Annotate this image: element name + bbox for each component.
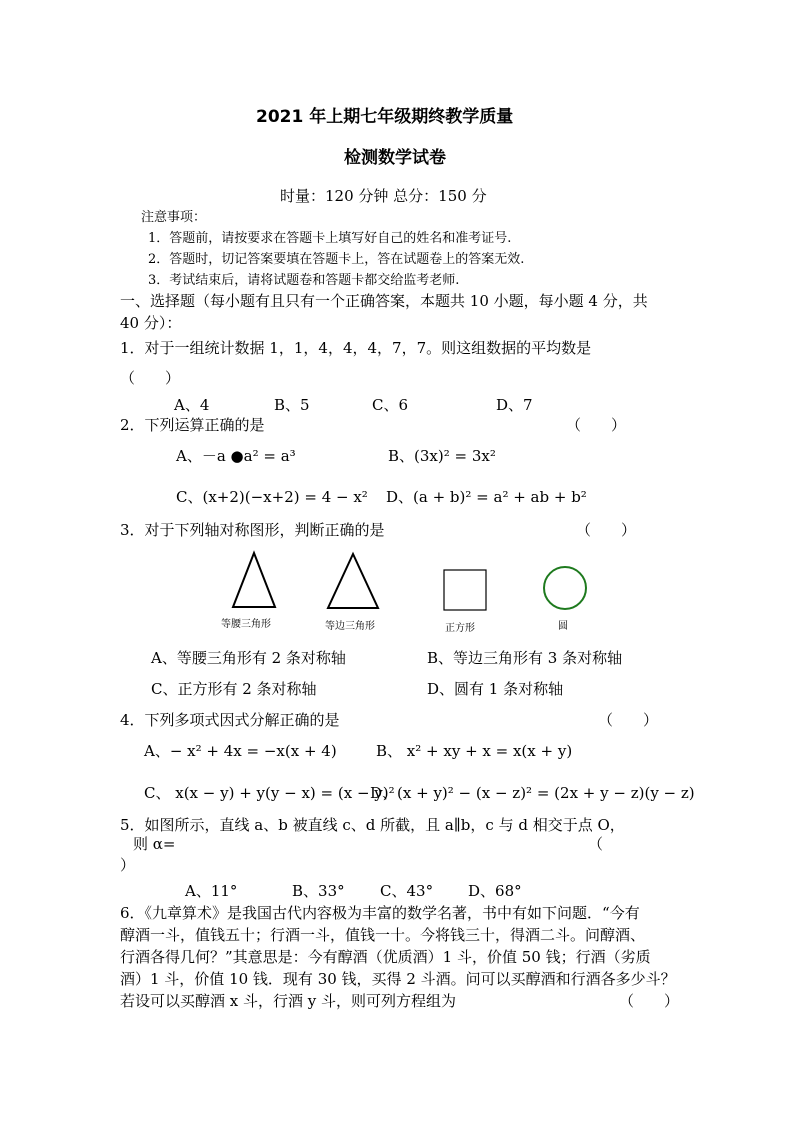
label-equilateral-triangle: 等边三角形 <box>325 621 375 632</box>
circle-shape <box>544 567 586 609</box>
q2-option-b: B、(3x)² = 3x² <box>388 447 496 465</box>
q4-option-c: C、 x(x − y) + y(y − x) = (x − y)² <box>144 784 395 802</box>
q6-answer-paren: （ ） <box>619 992 680 1010</box>
label-circle: 圆 <box>558 621 568 632</box>
q6-line-3: 行酒各得几何？”其意思是：今有醇酒（优质酒）1 斗，价值 50 钱；行酒（劣质 <box>120 948 651 966</box>
q1-stem: 1．对于一组统计数据 1，1，4，4，4，7，7。则这组数据的平均数是 <box>120 339 592 357</box>
q2-option-d: D、(a + b)² = a² + ab + b² <box>386 488 587 506</box>
q3-option-b: B、等边三角形有 3 条对称轴 <box>427 649 623 667</box>
q5-stem: 5．如图所示，直线 a、b 被直线 c、d 所截，且 a∥b，c 与 d 相交于点 O， <box>120 816 625 834</box>
q6-line-1: 6．《九章算术》是我国古代内容极为丰富的数学名著，书中有如下问题．“今有 <box>120 904 640 922</box>
q5-answer-paren-close: ） <box>120 856 136 874</box>
q1-option-d: D、7 <box>496 396 533 414</box>
equilateral-triangle-shape <box>328 554 378 608</box>
notes-heading: 注意事项： <box>141 210 207 225</box>
q2-stem: 2．下列运算正确的是 <box>120 416 265 434</box>
q6-line-5: 若设可以买醇酒 x 斗，行酒 y 斗，则可列方程组为 <box>120 992 457 1010</box>
q2-answer-paren: （ ） <box>566 416 627 434</box>
q5-stem-line2: 则 α= <box>133 835 176 853</box>
q4-stem: 4．下列多项式因式分解正确的是 <box>120 711 340 729</box>
q3-option-c: C、正方形有 2 条对称轴 <box>151 680 317 698</box>
q4-option-d: D、(x + y)² − (x − z)² = (2x + y − z)(y − z) <box>370 784 695 802</box>
q5-option-a: A、11° <box>185 882 238 900</box>
q2-option-a: A、－a ●a² = a³ <box>176 447 296 465</box>
note-item-3: 3．考试结束后，请将试题卷和答题卡都交给监考老师. <box>148 273 460 288</box>
q6-line-2: 醇酒一斗，值钱五十；行酒一斗，值钱一十。今将钱三十，得酒二斗。问醇酒、 <box>120 926 646 944</box>
label-isosceles-triangle: 等腰三角形 <box>221 619 271 630</box>
isosceles-triangle-shape <box>233 553 275 607</box>
q5-option-c: C、43° <box>380 882 434 900</box>
q4-option-b: B、 x² + xy + x = x(x + y) <box>376 742 573 760</box>
q3-option-a: A、等腰三角形有 2 条对称轴 <box>151 649 346 667</box>
q5-option-b: B、33° <box>292 882 345 900</box>
q4-answer-paren: （ ） <box>598 711 659 729</box>
q5-option-d: D、68° <box>468 882 522 900</box>
square-shape <box>444 570 486 610</box>
q1-option-b: B、5 <box>274 396 310 414</box>
q1-option-a: A、4 <box>174 396 210 414</box>
q6-line-4: 酒）1 斗，价值 10 钱．现有 30 钱，买得 2 斗酒。问可以买醇酒和行酒各多少斗？ <box>120 970 676 988</box>
q1-option-c: C、6 <box>372 396 409 414</box>
section-heading-line2: 40 分）： <box>120 314 182 332</box>
q3-answer-paren: （ ） <box>576 521 637 539</box>
time-and-score: 时量：120 分钟 总分：150 分 <box>280 187 487 205</box>
note-item-2: 2．答题时，切记答案要填在答题卡上，答在试题卷上的答案无效. <box>148 252 525 267</box>
q4-option-a: A、− x² + 4x = −x(x + 4) <box>144 742 337 760</box>
q2-option-c: C、(x+2)(−x+2) = 4 − x² <box>176 488 368 506</box>
section-heading-line1: 一、选择题（每小题有且只有一个正确答案，本题共 10 小题，每小题 4 分，共 <box>120 292 648 310</box>
q3-option-d: D、圆有 1 条对称轴 <box>427 680 564 698</box>
note-item-1: 1．答题前，请按要求在答题卡上填写好自己的姓名和准考证号. <box>148 231 512 246</box>
q5-answer-paren-open: （ <box>588 835 604 853</box>
q3-stem: 3．对于下列轴对称图形，判断正确的是 <box>120 521 385 539</box>
exam-title-line2: 检测数学试卷 <box>344 148 446 168</box>
label-square: 正方形 <box>445 623 475 634</box>
q1-answer-paren: （ ） <box>120 369 181 387</box>
exam-title-line1: 2021 年上期七年级期终教学质量 <box>256 107 514 127</box>
